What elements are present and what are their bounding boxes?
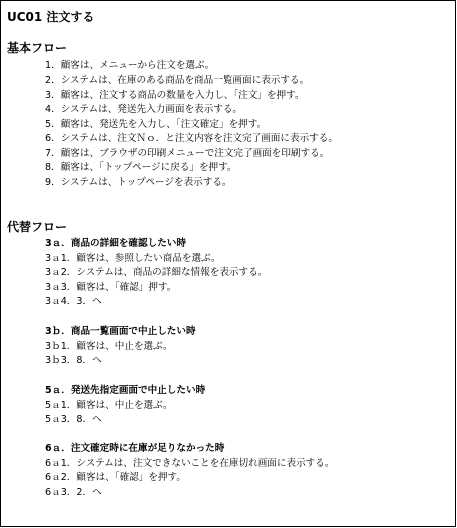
basic-flow-step: 4．システムは、発送先入力画面を表示する。 <box>45 104 243 115</box>
basic-flow-step: 7．顧客は、ブラウザの印刷メニューで注文完了画面を印刷する。 <box>45 148 330 159</box>
basic-flow-step: 6．システムは、注文Ｎｏ．と注文内容を注文完了画面に表示する。 <box>45 133 338 144</box>
alternative-case-step: 3ｂ1．顧客は、中止を選ぶ。 <box>45 341 173 352</box>
basic-flow-step: 3．顧客は、注文する商品の数量を入力し、「注文」を押す。 <box>45 90 305 101</box>
alternative-case-title: 3ａ．商品の詳細を確認したい時 <box>45 238 186 249</box>
alternative-flow-heading: 代替フロー <box>7 220 68 234</box>
alternative-case-step: 3ａ2．システムは、商品の詳細な情報を表示する。 <box>45 267 268 278</box>
alternative-case-step: 3ａ1．顧客は、参照したい商品を選ぶ。 <box>45 253 221 264</box>
alternative-case-title: 3ｂ．商品一覧画面で中止したい時 <box>45 326 196 337</box>
alternative-case-step: 6ａ2．顧客は、「確認」を押す。 <box>45 472 186 483</box>
alternative-case-title: 6ａ．注文確定時に在庫が足りなかった時 <box>45 443 225 454</box>
alternative-case-step: 5ａ1．顧客は、中止を選ぶ。 <box>45 400 173 411</box>
basic-flow-step: 8．顧客は、「トップページに戻る」を押す。 <box>45 162 237 173</box>
alternative-case-step: 3ａ3．顧客は、「確認」押す。 <box>45 282 177 293</box>
basic-flow-step: 5．顧客は、発送先を入力し、「注文確定」を押す。 <box>45 119 267 130</box>
alternative-case-step: 3ｂ3．8．へ <box>45 355 102 366</box>
alternative-case-step: 6ａ1．システムは、注文できないことを在庫切れ画面に表示する。 <box>45 458 335 469</box>
alternative-case-title: 5ａ．発送先指定画面で中止したい時 <box>45 385 206 396</box>
basic-flow-heading: 基本フロー <box>7 41 68 55</box>
alternative-case-step: 5ａ3．8．へ <box>45 414 102 425</box>
alternative-case-step: 6ａ3．2．へ <box>45 487 102 498</box>
document-title: UC01 注文する <box>7 10 95 24</box>
basic-flow-step: 2．システムは、在庫のある商品を商品一覧画面に表示する。 <box>45 75 310 86</box>
basic-flow-step: 1．顧客は、メニューから注文を選ぶ。 <box>45 60 215 71</box>
basic-flow-step: 9．システムは、トップページを表示する。 <box>45 177 232 188</box>
alternative-case-step: 3ａ4．3．へ <box>45 296 102 307</box>
